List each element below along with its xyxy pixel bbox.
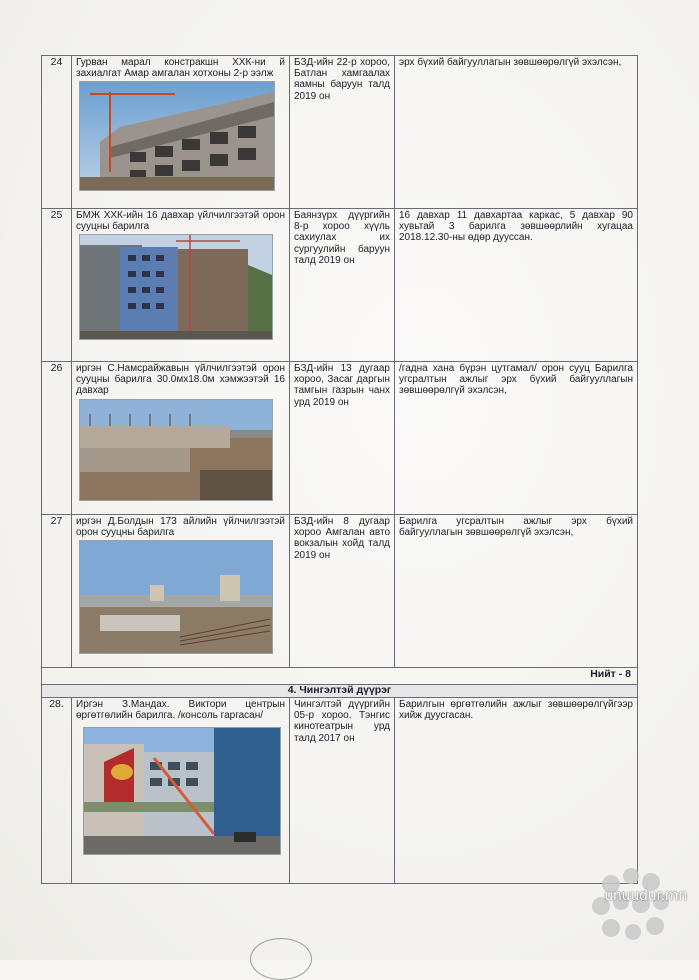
watermark-text: unuudur.mn [604, 888, 687, 904]
note-text: Барилга угсралтын ажлыг эрх бүхий байгууллагын зөвшөөрөлгүй эхэлсэн, [395, 515, 638, 668]
table-row [42, 209, 638, 362]
object-cell [72, 515, 290, 668]
object-cell [72, 56, 290, 209]
row-number: 28. [42, 698, 72, 884]
construction-photo [79, 234, 273, 340]
object-cell [72, 362, 290, 515]
total-label: Нийт - 8 [42, 668, 638, 685]
object-cell [72, 209, 290, 362]
row-number: 26 [42, 362, 72, 515]
page-edge-mark [250, 938, 312, 980]
note-text: /гадна хана бүрэн цутгамал/ орон сууц Барилга угсралтын ажлыг эрх бүхий байгууллагын зөвшөөрөлгүй эхэлсэн, [395, 362, 638, 515]
location-text: БЗД-ийн 13 дугаар хороо, Засаг даргын тамгын газрын чанх урд 2019 он [290, 362, 395, 515]
location-text: Чингэлтэй дүүргийн 05-р хороо. Тэнгис кинотеатрын урд талд 2017 он [290, 698, 395, 884]
row-number: 24 [42, 56, 72, 209]
construction-photo [79, 399, 273, 501]
row-number: 27 [42, 515, 72, 668]
table-row [42, 698, 638, 884]
construction-photo [79, 540, 273, 654]
note-text: Барилгын өргөтгөлийн ажлыг зөвшөөрөлгүйгээр хийж дуусгасан. [395, 698, 638, 884]
table-row [42, 56, 638, 209]
row-number: 25 [42, 209, 72, 362]
object-text: БМЖ ХХК-ийн 16 давхар үйлчилгээтэй орон сууцны барилга [76, 210, 285, 233]
construction-table [41, 55, 638, 884]
location-text: БЗД-ийн 8 дугаар хороо Амгалан авто вокзалын хойд талд 2019 он [290, 515, 395, 668]
construction-photo [79, 81, 275, 191]
object-text: Гурван марал констракшн ХХК-ни й захиалгат Амар амгалан хотхоны 2-р ээлж [76, 57, 285, 80]
object-text: иргэн С.Намсрайжавын үйлчилгээтэй орон сууцны барилга 30.0мх18.0м хэмжээтэй 16 давхар [76, 363, 285, 397]
watermark-logo [581, 862, 691, 954]
district-heading: 4. Чингэлтэй дүүрэг [42, 685, 638, 698]
table-row [42, 362, 638, 515]
table-row [42, 515, 638, 668]
location-text: Баянзүрх дүүргийн 8-р хороо хүүль сахиулах их сургуулийн баруун талд 2019 он [290, 209, 395, 362]
object-text: иргэн Д.Болдын 173 айлийн үйлчилгээтэй орон сууцны барилга [76, 516, 285, 539]
total-row [42, 668, 638, 685]
construction-photo [83, 727, 281, 855]
object-text: Иргэн З.Мандах. Виктори центрын өргөтгөлийн барилга. /консоль гаргасан/ [76, 699, 285, 722]
object-cell [72, 698, 290, 884]
note-text: эрх бүхий байгууллагын зөвшөөрөлгүй эхэлсэн, [395, 56, 638, 209]
note-text: 16 давхар 11 давхартаа каркас, 5 давхар 90 хувьтай 3 барилга зөвшөөрлийн хугацаа 2018.12.30-ны өдөр дууссан. [395, 209, 638, 362]
location-text: БЗД-ийн 22-р хороо, Батлан хамгаалах яамны баруун талд 2019 он [290, 56, 395, 209]
district-row [42, 685, 638, 698]
